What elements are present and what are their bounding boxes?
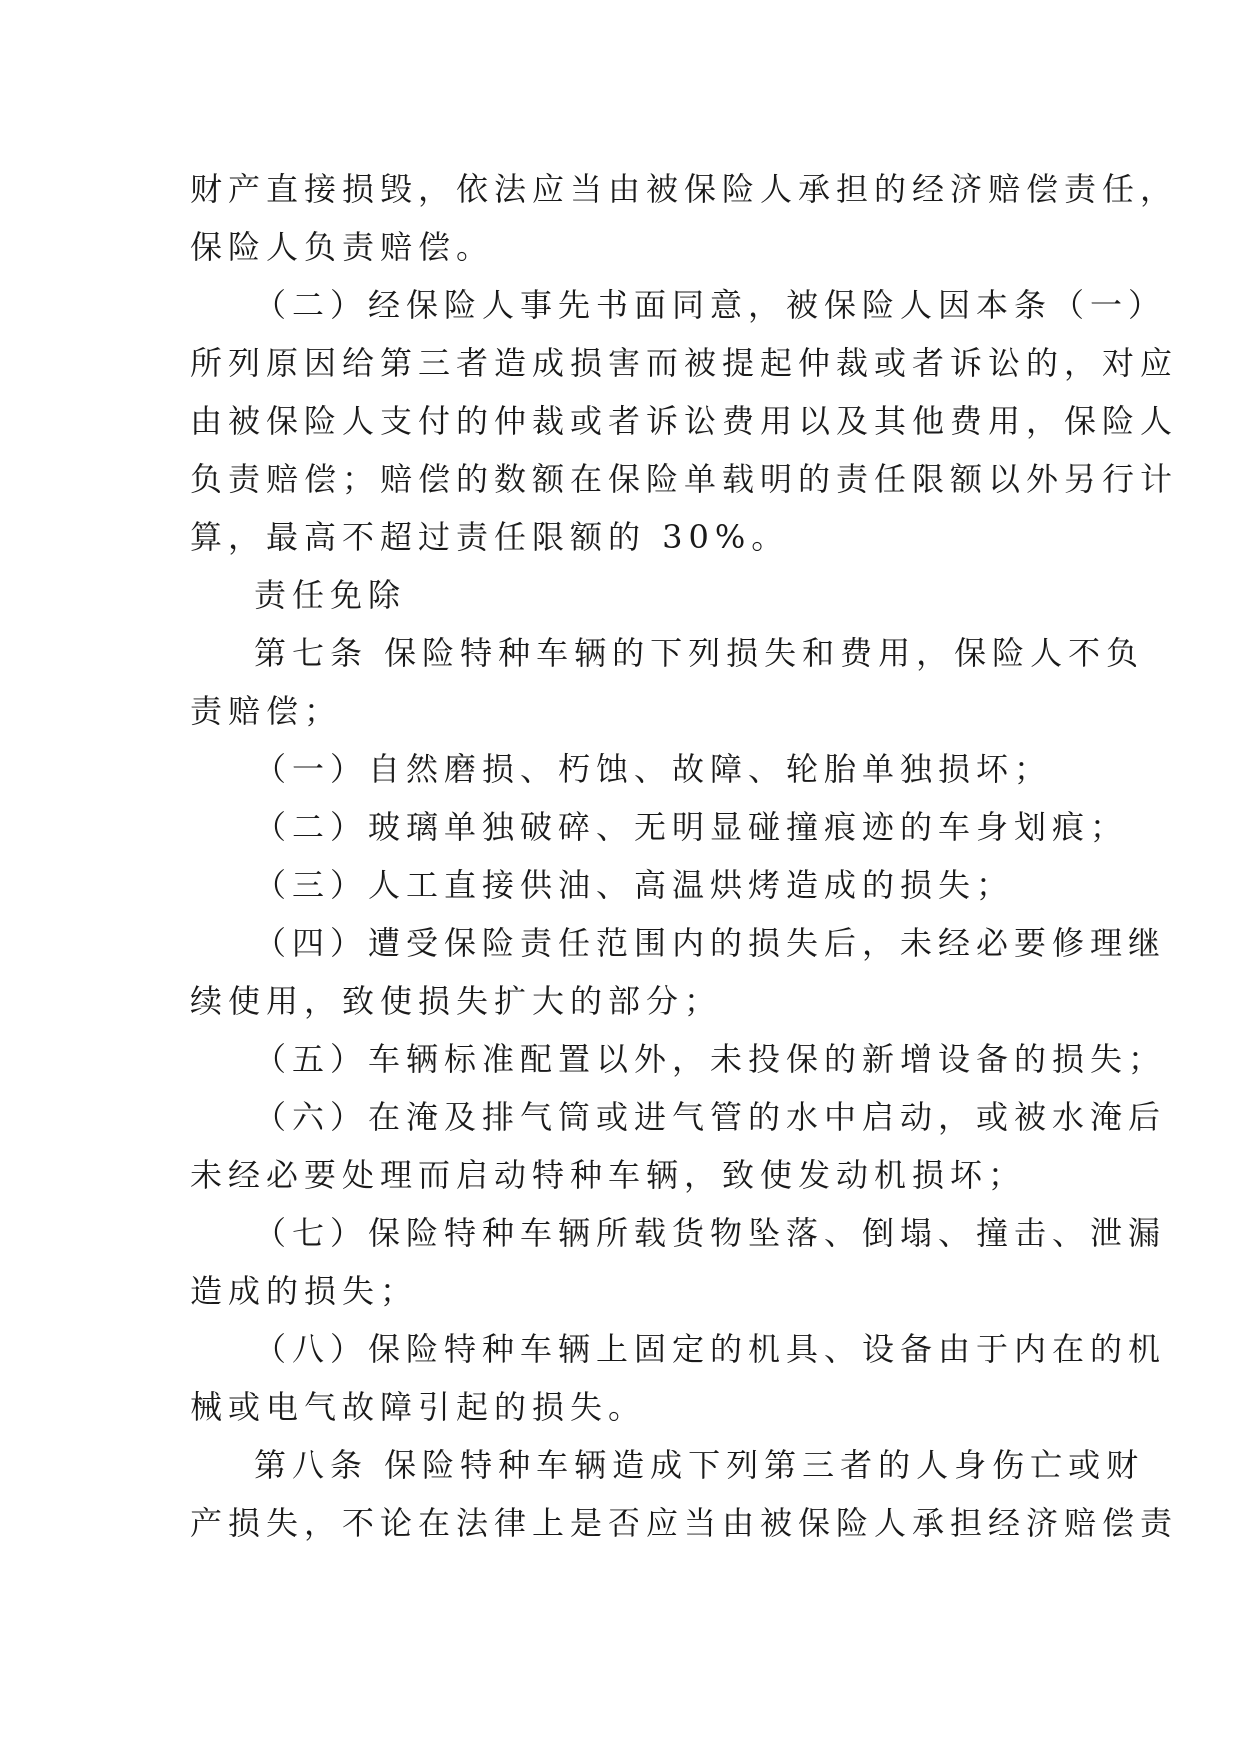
text-line: 由被保险人支付的仲裁或者诉讼费用以及其他费用，保险人 [190,402,1179,440]
list-item-line: （六）在淹及排气筒或进气管的水中启动，或被水淹后 [254,1098,1167,1136]
list-item-line: （三）人工直接供油、高温烘烤造成的损失； [254,866,1015,904]
document-body [190,160,1179,1552]
text-line: 算，最高不超过责任限额的 30%。 [190,518,790,556]
section-heading: 责任免除 [254,576,407,614]
text-line: 保险人负责赔偿。 [190,228,495,266]
list-item-line: （四）遭受保险责任范围内的损失后，未经必要修理继 [254,924,1167,962]
text-line: 负责赔偿；赔偿的数额在保险单载明的责任限额以外另行计 [190,460,1179,498]
text-line: 械或电气故障引起的损失。 [190,1388,647,1426]
text-line: 产损失，不论在法律上是否应当由被保险人承担经济赔偿责 [190,1504,1179,1542]
text-line: 未经必要处理而启动特种车辆，致使发动机损坏； [190,1156,1027,1194]
list-item-line: （七）保险特种车辆所载货物坠落、倒塌、撞击、泄漏 [254,1214,1167,1252]
article-line: 第八条 保险特种车辆造成下列第三者的人身伤亡或财 [254,1446,1145,1484]
text-line: 责赔偿； [190,692,343,730]
text-line: 续使用，致使损失扩大的部分； [190,982,723,1020]
text-line: 所列原因给第三者造成损害而被提起仲裁或者诉讼的，对应 [190,344,1179,382]
article-line: 第七条 保险特种车辆的下列损失和费用，保险人不负 [254,634,1145,672]
text-line: （二）经保险人事先书面同意，被保险人因本条（一） [254,286,1167,324]
text-line: 造成的损失； [190,1272,419,1310]
list-item-line: （五）车辆标准配置以外，未投保的新增设备的损失； [254,1040,1167,1078]
text-line: 财产直接损毁，依法应当由被保险人承担的经济赔偿责任， [190,170,1179,208]
list-item-line: （二）玻璃单独破碎、无明显碰撞痕迹的车身划痕； [254,808,1129,846]
list-item-line: （八）保险特种车辆上固定的机具、设备由于内在的机 [254,1330,1167,1368]
list-item-line: （一）自然磨损、朽蚀、故障、轮胎单独损坏； [254,750,1053,788]
